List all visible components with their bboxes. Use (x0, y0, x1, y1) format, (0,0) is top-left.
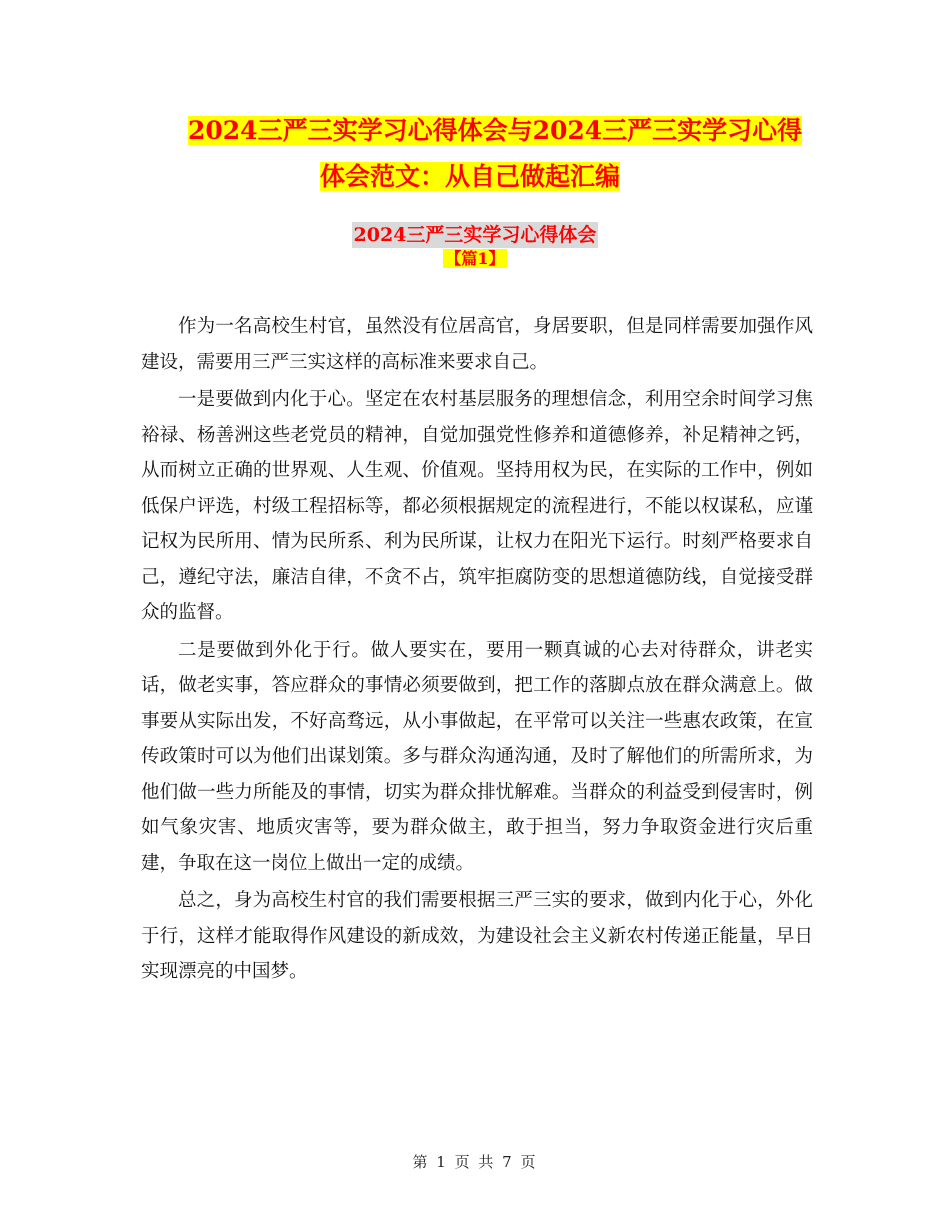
document-title (140, 108, 830, 200)
body-paragraph: 一是要做到内化于心。坚定在农村基层服务的理想信念，利用空余时间学习焦裕禄、杨善洲这些老党员的精神，自觉加强党性修养和道德修养，补足精神之钙，从而树立正确的世界观、人生观、价值观。坚持用权为民，在实际的工作中，例如低保户评选，村级工程招标等，都必须根据规定的流程进行，不能以权谋私，应谨记权为民所用、情为民所系、利为民所谋，让权力在阳光下运行。时刻严格要求自己，遵纪守法，廉洁自律，不贪不占，筑牢拒腐防变的思想道德防线，自觉接受群众的监督。 (141, 389, 813, 623)
document-body (141, 309, 813, 992)
document-title-line-2-text: 体会范文：从自己做起汇编 (320, 162, 621, 191)
body-paragraph: 作为一名高校生村官，虽然没有位居高官，身居要职，但是同样需要加强作风建设，需要用三严三实这样的高标准来要求自己。 (141, 316, 813, 373)
document-title-line-1 (140, 108, 830, 154)
document-title-line-1-text: 2024三严三实学习心得体会与2024三严三实学习心得 (188, 116, 803, 145)
body-paragraph: 二是要做到外化于行。做人要实在，要用一颗真诚的心去对待群众，讲老实话，做老实事，答应群众的事情必须要做到，把工作的落脚点放在群众满意上。做事要从实际出发，不好高骛远，从小事做起，在平常可以关注一些惠农政策，在宣传政策时可以为他们出谋划策。多与群众沟通沟通，及时了解他们的所需所求，为他们做一些力所能及的事情，切实为群众排忧解难。当群众的利益受到侵害时，例如气象灾害、地质灾害等，要为群众做主，敢于担当，努力争取资金进行灾后重建，争取在这一岗位上做出一定的成绩。 (141, 639, 813, 874)
section-title: 2024三严三实学习心得体会 (353, 224, 597, 246)
body-paragraph: 总之，身为高校生村官的我们需要根据三严三实的要求，做到内化于心，外化于行，这样才能取得作风建设的新成效，为建设社会主义新农村传递正能量，早日实现漂亮的中国梦。 (141, 890, 813, 982)
document-title-line-2 (140, 154, 830, 200)
section-heading (0, 222, 950, 270)
page-footer: 第 1 页 共 7 页 (412, 1153, 538, 1171)
section-part-label (0, 248, 950, 270)
section-part-label-text: 【篇1】 (445, 249, 505, 268)
